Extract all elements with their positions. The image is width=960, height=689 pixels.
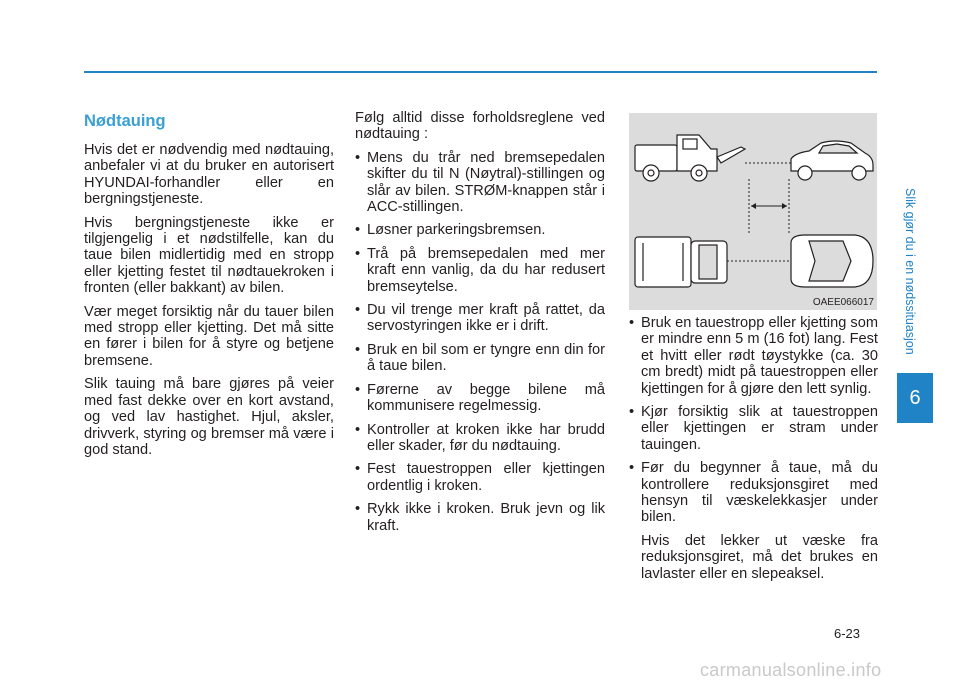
list-item: • Løsner parkeringsbremsen. (355, 222, 605, 238)
header-rule (84, 71, 877, 73)
intro-paragraph: Følg alltid disse forholdsreglene ved nødtauing : (355, 110, 605, 143)
list-item: • Bruk en tauestropp eller kjetting som er mindre enn 5 m (16 fot) lang. Fest et hvitt eller rødt tøystykke (ca. 30 cm bredt) midt på tauestroppen eller kjettingen for å gjøre den lett synlig. (629, 315, 878, 397)
list-item: • Før du begynner å taue, må du kontrollere reduksjonsgiret med hensyn til væskelekkasjer under bilen. (629, 460, 878, 526)
towing-diagram (629, 113, 877, 310)
list-item: • Du vil trenge mer kraft på rattet, da servostyringen ikke er i drift. (355, 302, 605, 335)
list-item: • Mens du trår ned bremsepedalen skifter du til N (Nøytral)-stillingen og slår av bilen. STRØM-knappen står i ACC-stillingen. (355, 150, 605, 216)
page-number: 6-23 (834, 626, 861, 641)
column-right (629, 315, 878, 589)
list-item: • Kjør forsiktig slik at tauestroppen eller kjettingen er stram under tauingen. (629, 404, 878, 453)
tow-truck-top (635, 237, 727, 287)
paragraph: Vær meget forsiktig når du tauer bilen med stropp eller kjetting. Det må sitte en fører i bilen for å styre og betjene bremsene. (84, 303, 334, 369)
figure-code: OAEE066017 (812, 297, 874, 308)
paragraph: Hvis det er nødvendig med nødtauing, anbefaler vi at du bruker en autorisert HYUNDAI-forhandler eller en bergningstjeneste. (84, 142, 334, 208)
note-paragraph: Hvis det lekker ut væske fra reduksjonsgiret, må det brukes en lavlaster eller en slepeaksel. (641, 532, 878, 582)
section-heading: Nødtauing (84, 112, 166, 130)
column-left (84, 112, 334, 465)
precaution-list (355, 150, 605, 534)
list-item: • Fest tauestroppen eller kjettingen ordentlig i kroken. (355, 461, 605, 494)
list-item: • Trå på bremsepedalen med mer kraft enn vanlig, da du har redusert bremseytelse. (355, 246, 605, 295)
towing-illustration (629, 113, 877, 310)
car-top (791, 235, 873, 287)
list-item: • Førerne av begge bilene må kommunisere regelmessig. (355, 382, 605, 415)
list-item: • Bruk en bil som er tyngre enn din for å taue bilen. (355, 342, 605, 375)
list-item: • Kontroller at kroken ikke har brudd eller skader, før du nødtauing. (355, 422, 605, 455)
chapter-tab: 6 (897, 373, 933, 423)
tow-truck-side (635, 135, 745, 181)
section-side-title: Slik gjør du i en nødssituasjon (903, 187, 917, 355)
car-side (791, 141, 873, 180)
towing-list (629, 315, 878, 526)
column-middle (355, 110, 605, 541)
paragraph: Hvis bergningstjeneste ikke er tilgjengelig i et nødstilfelle, kan du taue bilen midlertidig med en stropp eller kjetting festet til nødtauekroken i fronten (eller bakkant) av bilen. (84, 214, 334, 297)
list-item: • Rykk ikke i kroken. Bruk jevn og lik kraft. (355, 501, 605, 534)
watermark: carmanualsonline.info (700, 660, 882, 680)
paragraph: Slik tauing må bare gjøres på veier med fast dekke over en kort avstand, og ved lav hastighet. Hjul, aksler, drivverk, styring og bremser må være i god stand. (84, 376, 334, 458)
